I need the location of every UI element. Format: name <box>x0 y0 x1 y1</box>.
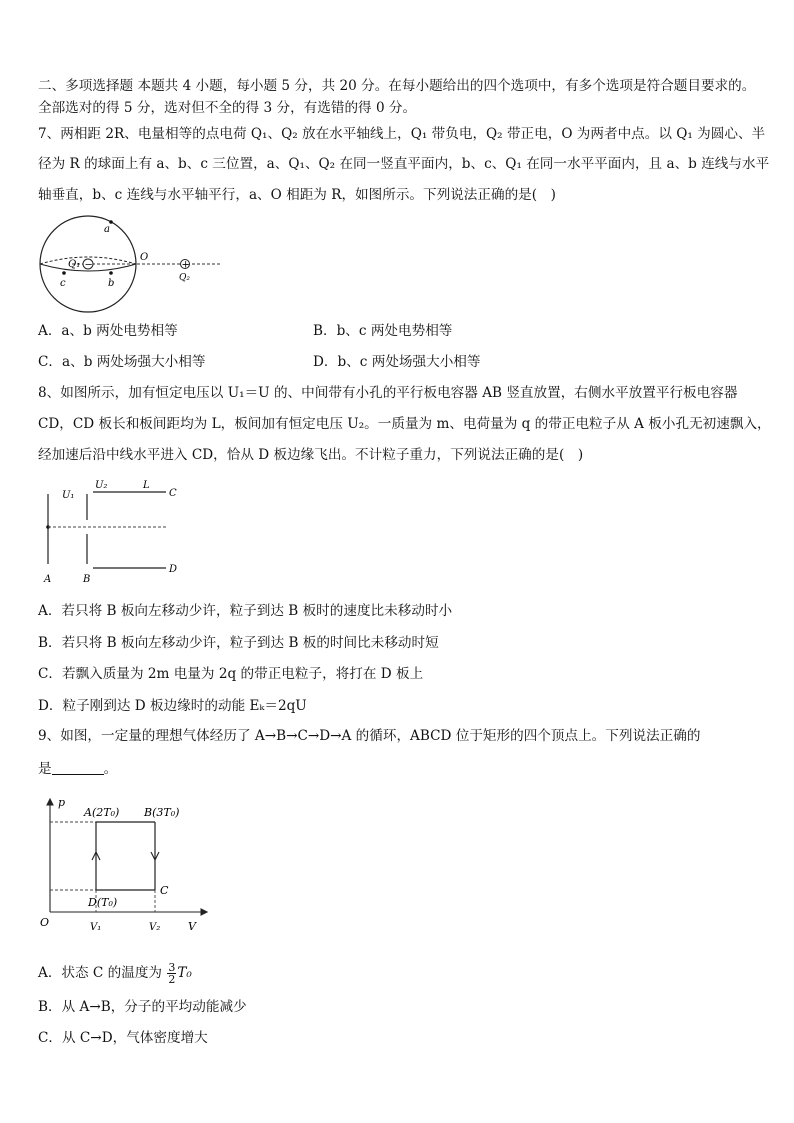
label-a: A <box>44 574 52 585</box>
q9-stem-prefix: 是 <box>38 761 52 777</box>
q9-stem-suffix: 。 <box>103 761 118 777</box>
label-o: O <box>140 252 149 263</box>
label-u1: U₁ <box>62 490 75 501</box>
q7-option-c: C．a、b 两处场强大小相等 <box>38 354 206 370</box>
q7-figure-sphere <box>36 212 226 316</box>
section-heading: 二、多项选择题 本题共 4 小题，每小题 5 分，共 20 分。在每小题给出的四个选项中，有多个选项是符合题目要求的。 <box>38 78 756 94</box>
label-u2: U₂ <box>95 480 108 491</box>
q9-option-a-suffix: T₀ <box>177 965 192 981</box>
q8-stem-line1: 8、如图所示，加有恒定电压以 U₁＝U 的、中间带有小孔的平行板电容器 AB 竖直放置，右侧水平放置平行板电容器 <box>38 385 738 401</box>
q2-plus-sign: + <box>181 259 190 271</box>
q8-figure-capacitors <box>38 476 188 586</box>
fraction-three-halves: $\frac{3}{2}$ <box>168 961 176 986</box>
q7-stem-line3: 轴垂直，b、c 连线与水平轴平行，a、O 相距为 R，如图所示。下列说法正确的是( ) <box>38 187 556 203</box>
q8-option-c: C．若飘入质量为 2m 电量为 2q 的带正电粒子，将打在 D 板上 <box>38 666 424 682</box>
q9-option-a <box>38 962 192 985</box>
label-state-c: C <box>160 884 169 897</box>
q9-option-b: B．从 A→B，分子的平均动能减少 <box>38 999 247 1015</box>
label-p: p <box>58 796 66 809</box>
q8-option-a: A．若只将 B 板向左移动少许，粒子到达 B 板时的速度比未移动时小 <box>38 603 453 619</box>
q9-stem-line1: 9、如图，一定量的理想气体经历了 A→B→C→D→A 的循环，ABCD 位于矩形的四个顶点上。下列说法正确的 <box>38 728 701 744</box>
label-v1: V₁ <box>90 922 102 933</box>
label-c: C <box>169 488 177 499</box>
label-d: D <box>169 564 178 575</box>
answer-blank[interactable] <box>52 762 104 775</box>
q7-option-d: D．b、c 两处场强大小相等 <box>313 354 481 370</box>
label-state-d: D(T₀) <box>88 896 118 909</box>
label-v: V <box>188 920 196 933</box>
label-state-b: B(3T₀) <box>144 806 180 819</box>
section-scoring-rule: 全部选对的得 5 分，选对但不全的得 3 分，有选错的得 0 分。 <box>38 100 417 116</box>
label-a: a <box>104 224 110 235</box>
point-c <box>62 271 66 275</box>
q8-option-d: D．粒子刚到达 D 板边缘时的动能 Eₖ＝2qU <box>38 698 307 714</box>
label-v2: V₂ <box>149 922 161 933</box>
label-state-a: A(2T₀) <box>84 806 120 819</box>
q8-stem-line3: 经加速后沿中线水平进入 CD，恰从 D 板边缘飞出。不计粒子重力，下列说法正确的是( ) <box>38 447 584 463</box>
label-b: b <box>108 278 115 289</box>
q7-option-b: B．b、c 两处电势相等 <box>313 323 453 339</box>
q7-stem-line1: 7、两相距 2R、电量相等的点电荷 Q₁、Q₂ 放在水平轴线上，Q₁ 带负电，Q₂ 带正电，O 为两者中点。以 Q₁ 为圆心、半 <box>38 126 766 142</box>
label-q2: Q₂ <box>179 273 190 283</box>
label-l: L <box>143 480 150 491</box>
q1-minus-sign: − <box>84 259 93 271</box>
point-b <box>109 271 113 275</box>
label-b: B <box>83 574 91 585</box>
label-origin: O <box>40 916 50 929</box>
q9-option-c: C．从 C→D，气体密度增大 <box>38 1030 208 1046</box>
label-q1: Q₁ <box>68 259 81 270</box>
q9-figure-pv-diagram <box>38 796 218 938</box>
q7-option-a: A．a、b 两处电势相等 <box>38 323 178 339</box>
q9-option-a-prefix: A．状态 C 的温度为 <box>38 965 163 981</box>
q9-stem-line2 <box>38 760 764 778</box>
q7-stem-line2: 径为 R 的球面上有 a、b、c 三位置，a、Q₁、Q₂ 在同一竖直平面内，b、c、Q₁ 在同一水平平面内，且 a、b 连线与水平 <box>38 156 770 172</box>
q8-option-b: B．若只将 B 板向左移动少许，粒子到达 B 板的时间比未移动时短 <box>38 635 439 651</box>
label-c: c <box>60 278 66 289</box>
q8-stem-line2: CD，CD 板长和板间距均为 L，板间加有恒定电压 U₂。一质量为 m、电荷量为 q 的带正电粒子从 A 板小孔无初速飘入， <box>38 416 771 432</box>
